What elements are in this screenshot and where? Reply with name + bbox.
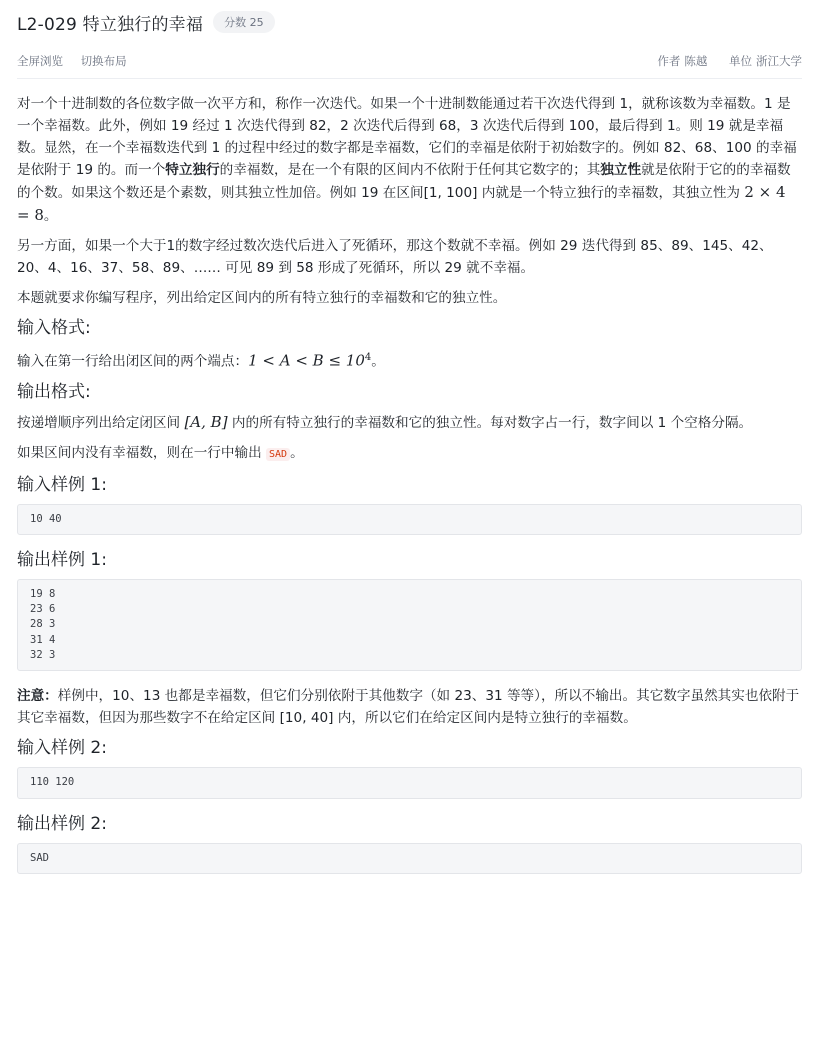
fullscreen-button[interactable]: 全屏浏览 bbox=[17, 54, 63, 68]
math-expression: 2 × 4 = 8 bbox=[17, 183, 786, 224]
term-independence: 独立性 bbox=[600, 162, 642, 178]
author-label: 作者 bbox=[657, 54, 681, 68]
output-format-note bbox=[17, 442, 802, 466]
meta-bar bbox=[17, 44, 802, 79]
code-line: 28 3 bbox=[30, 618, 56, 631]
note-text: 样例中，10、13 也都是幸福数，但它们分别依附于其他数字（如 23、31 等等），所以不输出。其它数字虽然其实也依附于其它幸福数，但因为那些数字不在给定区间 [10, 40] 内，所以它们在给定区间内是特立独行的幸福数。 bbox=[17, 688, 800, 727]
math-exponent: 4 bbox=[364, 352, 372, 363]
author-value: 陈越 bbox=[684, 54, 708, 68]
code-line: 110 120 bbox=[30, 776, 75, 789]
output-format-text bbox=[17, 411, 802, 434]
punctuation: 。 bbox=[43, 208, 58, 224]
sample-output-1-heading: 输出样例 1: bbox=[17, 549, 107, 570]
input-format-heading: 输入格式: bbox=[17, 318, 91, 338]
output-format-desc: 内的所有特立独行的幸福数和它的独立性。每对数字占一行，数字间以 1 个空格分隔。 bbox=[227, 414, 753, 431]
code-line: 19 8 bbox=[30, 587, 56, 600]
math-expression: 1 < A < B ≤ 10 bbox=[248, 351, 365, 370]
switch-layout-button[interactable]: 切换布局 bbox=[80, 54, 127, 68]
code-line: 32 3 bbox=[30, 649, 56, 662]
punctuation: 。 bbox=[371, 353, 385, 370]
view-controls bbox=[17, 53, 141, 69]
unit-value: 浙江大学 bbox=[756, 54, 802, 68]
sample-note bbox=[17, 685, 802, 729]
punctuation: 。 bbox=[290, 444, 304, 461]
output-format-desc: 如果区间内没有幸福数，则在一行中输出 bbox=[17, 444, 267, 461]
sample-input-1-heading: 输入样例 1: bbox=[17, 474, 107, 495]
score-badge: 分数 25 bbox=[213, 11, 275, 33]
description-text: 对一个十进制数的各位数字做一次平方和，称作一次迭代。如果一个十进制数能通过若干次迭代得到 1，就称该数为幸福数。1 是一个幸福数。此外，例如 19 经过 1 次迭代得到 82，2 次迭代后得到 68，3 次迭代后得到 100，最后得到 1。则 19 就是幸福数。显然，在一个幸福数迭代到 1 的过程中经过的数字都是幸福数，它们的幸福是依附于初始数字的。例如 82、68、100 的幸福是依附于 19 的。而一个 bbox=[17, 96, 797, 178]
code-line: 31 4 bbox=[30, 633, 56, 646]
term-special-happy: 特立独行 bbox=[165, 162, 220, 178]
description-paragraph-3: 本题就要求你编写程序，列出给定区间内的所有特立独行的幸福数和它的独立性。 bbox=[17, 290, 507, 306]
problem-meta bbox=[657, 53, 802, 69]
code-line: 23 6 bbox=[30, 603, 56, 616]
sample-input-1[interactable] bbox=[17, 504, 802, 535]
output-format-heading: 输出格式: bbox=[17, 381, 91, 402]
sample-output-2-heading: 输出样例 2: bbox=[17, 813, 107, 834]
input-format-text bbox=[17, 347, 802, 373]
title-row bbox=[17, 0, 802, 44]
math-expression: [A, B] bbox=[184, 412, 228, 431]
note-label: 注意： bbox=[17, 688, 58, 705]
sample-output-1[interactable] bbox=[17, 579, 802, 671]
input-format-desc: 输入在第一行给出闭区间的两个端点： bbox=[17, 353, 249, 370]
problem-title: L2-029 特立独行的幸福 bbox=[17, 14, 204, 35]
problem-content bbox=[17, 79, 802, 874]
inline-code: SAD bbox=[266, 448, 290, 461]
code-line: 10 40 bbox=[30, 512, 62, 525]
description-paragraph-2: 另一方面，如果一个大于1的数字经过数次迭代后进入了死循环，那这个数就不幸福。例如 29 迭代得到 85、89、145、42、20、4、16、37、58、89、…… 可见 89 到 58 形成了死循环，所以 29 就不幸福。 bbox=[17, 238, 773, 276]
output-format-desc: 按递增顺序列出给定闭区间 bbox=[17, 414, 185, 431]
description-paragraph-1 bbox=[17, 93, 802, 227]
code-line: SAD bbox=[30, 851, 49, 864]
description-text: 的幸福数，是在一个有限的区间内不依附于任何其它数字的；其 bbox=[219, 162, 601, 178]
unit-label: 单位 bbox=[729, 54, 752, 68]
description-text: 就是依附于它的的幸福数的个数。如果这个数还是个素数，则其独立性加倍。例如 19 在区间[1, 100] 内就是一个特立独行的幸福数，其独立性为 bbox=[17, 162, 791, 201]
sample-input-2[interactable] bbox=[17, 767, 802, 798]
sample-output-2[interactable] bbox=[17, 843, 802, 874]
sample-input-2-heading: 输入样例 2: bbox=[17, 738, 107, 759]
